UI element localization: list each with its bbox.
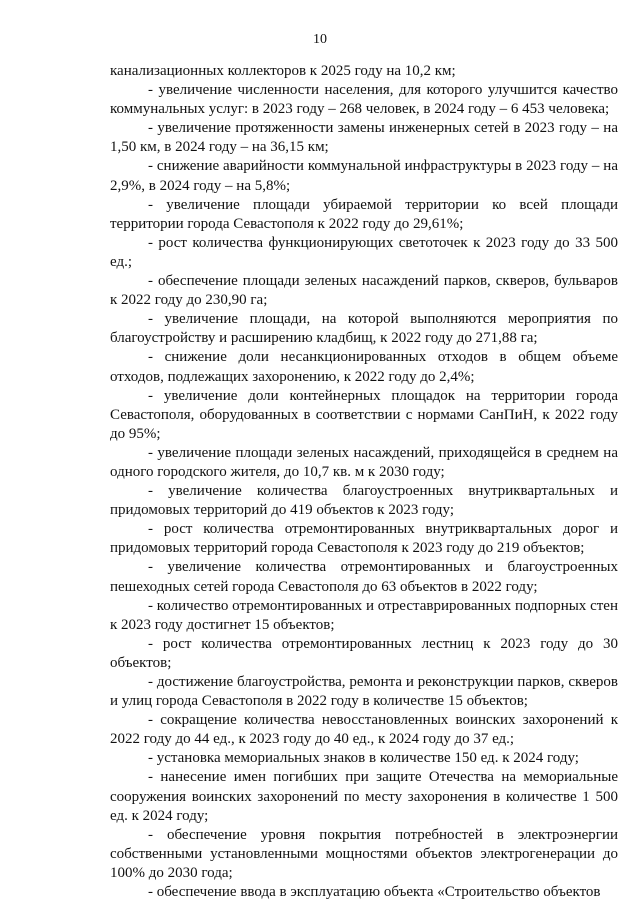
paragraph: - увеличение количества благоустроенных внутриквартальных и придомовых территорий до 419 объектов к 2023 году; (110, 483, 618, 519)
paragraph: - увеличение площади, на которой выполняются мероприятия по благоустройству и расширению кладбищ, к 2022 году до 271,88 га; (110, 311, 618, 347)
paragraph: - нанесение имен погибших при защите Отечества на мемориальные сооружения воинских захоронений по месту захоронения в количестве 1 500 ед. к 2024 году; (110, 769, 618, 824)
paragraph: - снижение аварийности коммунальной инфраструктуры в 2023 году – на 2,9%, в 2024 году – на 5,8%; (110, 158, 618, 194)
document-body (110, 62, 618, 902)
paragraph: канализационных коллекторов к 2025 году на 10,2 км; (110, 63, 456, 79)
paragraph: - увеличение численности населения, для которого улучшится качество коммунальных услуг: в 2023 году – 268 человек, в 2024 году – 6 453 человека; (110, 82, 618, 118)
paragraph: - обеспечение ввода в эксплуатацию объекта «Строительство объектов (148, 884, 601, 901)
page-number: 10 (313, 32, 327, 47)
paragraph: - сокращение количества невосстановленных воинских захоронений к 2022 году до 44 ед., к 2023 году до 40 ед., к 2024 году до 37 ед.; (110, 712, 618, 748)
paragraph: - увеличение площади зеленых насаждений, приходящейся в среднем на одного городского жителя, до 10,7 кв. м к 2030 году; (110, 444, 618, 480)
paragraph: - увеличение протяженности замены инженерных сетей в 2023 году – на 1,50 км, в 2024 году – на 36,15 км; (110, 120, 618, 156)
paragraph: - увеличение доли контейнерных площадок на территории города Севастополя, оборудованных в соответствии с нормами СанПиН, к 2022 году до 95%; (110, 387, 618, 442)
paragraph: - снижение доли несанкционированных отходов в общем объеме отходов, подлежащих захоронению, к 2022 году до 2,4%; (110, 349, 618, 385)
paragraph: - количество отремонтированных и отреставрированных подпорных стен к 2023 году достигнет 15 объектов; (110, 597, 618, 633)
paragraph: - увеличение площади убираемой территории ко всей площади территории города Севастополя к 2022 году до 29,61%; (110, 196, 618, 232)
paragraph: - рост количества отремонтированных лестниц к 2023 году до 30 объектов; (110, 635, 618, 671)
paragraph: - увеличение количества отремонтированных и благоустроенных пешеходных сетей города Севастополя до 63 объектов в 2022 году; (110, 559, 618, 595)
paragraph: - рост количества отремонтированных внутриквартальных дорог и придомовых территорий города Севастополя к 2023 году до 219 объектов; (110, 521, 618, 557)
paragraph: - рост количества функционирующих светоточек к 2023 году до 33 500 ед.; (110, 234, 618, 270)
paragraph: - обеспечение уровня покрытия потребностей в электроэнергии собственными установленными мощностями объектов электрогенерации до 100% до 2030 года; (110, 826, 618, 881)
paragraph: - достижение благоустройства, ремонта и реконструкции парков, скверов и улиц города Севастополя в 2022 году в количестве 15 объектов; (110, 674, 618, 710)
paragraph: - установка мемориальных знаков в количестве 150 ед. к 2024 году; (148, 750, 579, 767)
paragraph: - обеспечение площади зеленых насаждений парков, скверов, бульваров к 2022 году до 230,90 га; (110, 273, 618, 309)
